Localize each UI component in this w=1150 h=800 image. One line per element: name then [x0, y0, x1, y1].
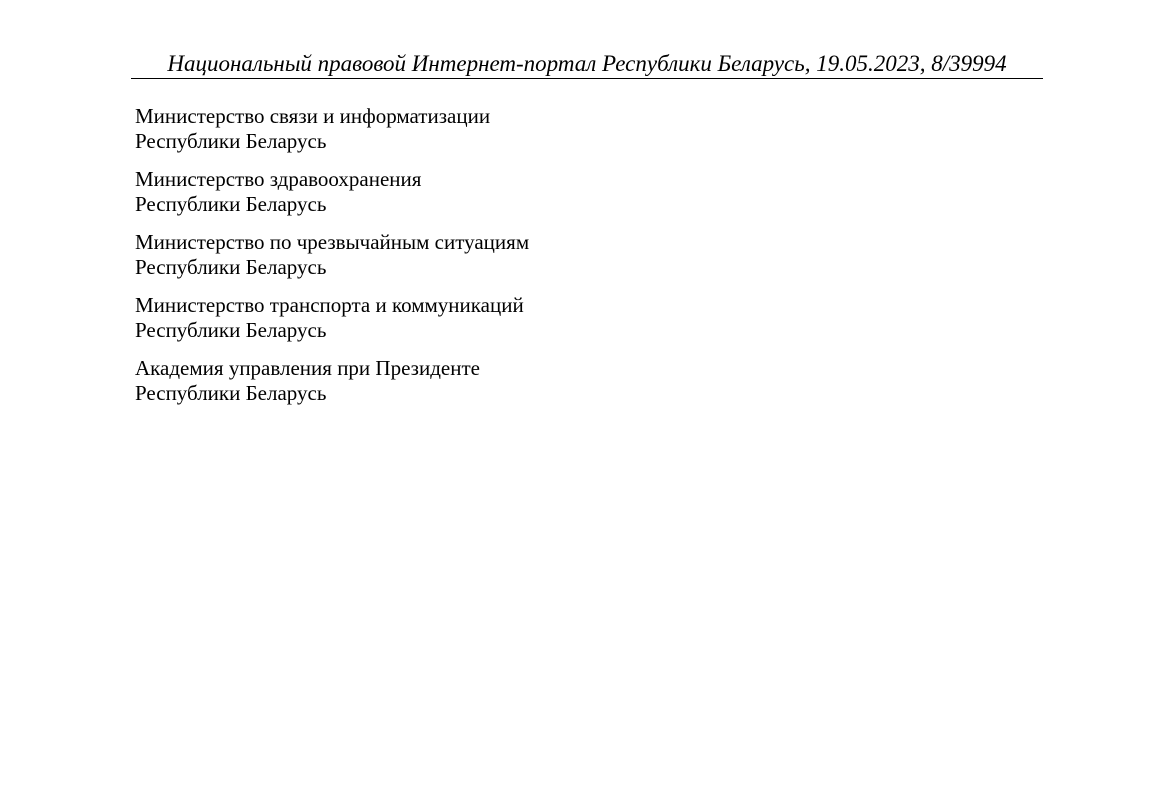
- organization-block: [135, 356, 835, 405]
- organization-country: Республики Беларусь: [135, 317, 327, 342]
- organization-name: Академия управления при Президенте: [135, 356, 480, 380]
- organization-block: [135, 230, 835, 279]
- organization-name: Министерство транспорта и коммуникаций: [135, 293, 524, 317]
- portal-header: Национальный правовой Интернет-портал Республики Беларусь, 19.05.2023, 8/39994: [131, 50, 1043, 79]
- organization-country: Республики Беларусь: [135, 128, 327, 153]
- organization-country: Республики Беларусь: [135, 254, 327, 279]
- organization-block: [135, 104, 835, 153]
- organization-country: Республики Беларусь: [135, 380, 327, 405]
- organization-name: Министерство связи и информатизации: [135, 104, 491, 128]
- organization-name: Министерство здравоохранения: [135, 167, 422, 191]
- organization-block: [135, 293, 835, 342]
- organization-block: [135, 167, 835, 216]
- organization-list: [135, 104, 835, 419]
- organization-country: Республики Беларусь: [135, 191, 327, 216]
- organization-name: Министерство по чрезвычайным ситуациям: [135, 230, 530, 254]
